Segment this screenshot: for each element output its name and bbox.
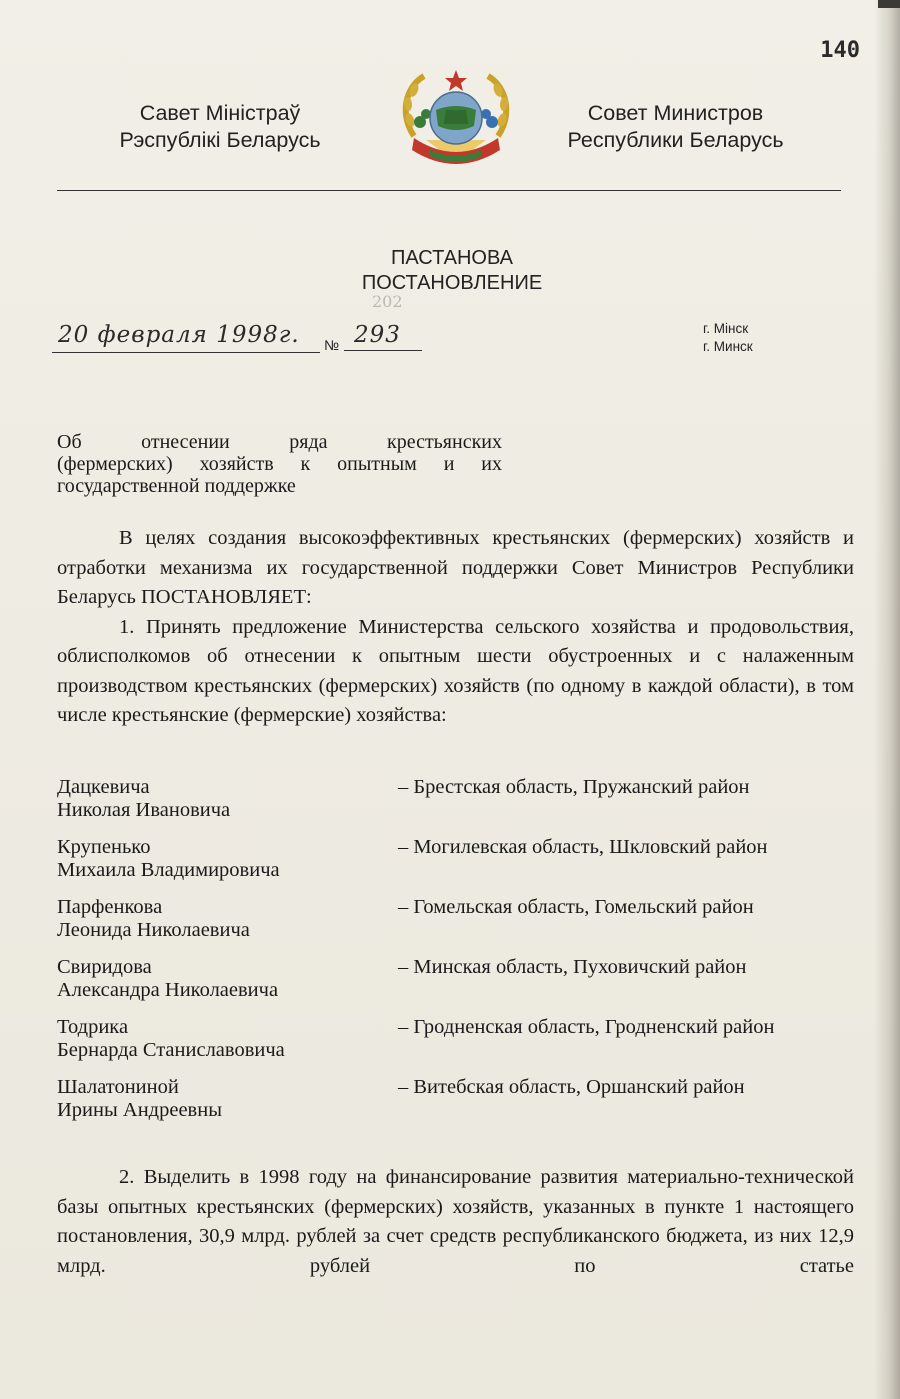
farm-surname: Дацкевича — [57, 776, 150, 798]
farm-list — [57, 776, 857, 1136]
list-item — [57, 776, 857, 836]
city-russian: г. Минск — [703, 339, 753, 354]
date-field — [52, 324, 320, 353]
subject-line-3: государственной поддержке — [57, 475, 296, 497]
farm-region: – Витебская область, Оршанский район — [398, 1076, 745, 1098]
doc-type-russian: ПОСТАНОВЛЕНИЕ — [361, 272, 543, 294]
doc-type-belarusian: ПАСТАНОВА — [391, 247, 513, 269]
farm-given-name: Ирины Андреевны — [57, 1099, 222, 1121]
subject-line-1: Об отнесении ряда крестьянских — [57, 431, 502, 453]
point-2-paragraph: 2. Выделить в 1998 году на финансирование развития материально-технической базы опытных крестьянских (фермерских) хозяйств, указанных в пункте 1 настоящего постановления, 30,9 млрд. рублей за счет средств республиканского бюджета, из них 12,9 млрд. рублей по статье — [57, 1166, 854, 1277]
subject-line-2: (фермерских) хозяйств к опытным и их — [57, 453, 502, 475]
farm-surname: Свиридова — [57, 956, 152, 978]
page-edge-shadow — [874, 0, 900, 1399]
header-divider — [57, 190, 841, 191]
farm-given-name: Михаила Владимировича — [57, 859, 280, 881]
point-1-paragraph: 1. Принять предложение Министерства сельского хозяйства и продовольствия, облисполкомов об отнесении к опытным шести обустроенных и с налаженным производством крестьянских (фермерских) хозяйств (по одному в каждой области), в том числе крестьянские (фермерские) хозяйства: — [57, 615, 854, 726]
farm-region: – Брестская область, Пружанский район — [398, 776, 750, 798]
farm-surname: Тодрика — [57, 1016, 129, 1038]
farm-given-name: Александра Николаевича — [57, 979, 279, 1001]
header-russian — [548, 100, 803, 154]
list-item — [57, 956, 857, 1016]
farm-given-name: Бернарда Станиславовича — [57, 1039, 285, 1061]
list-item — [57, 896, 857, 956]
farm-surname: Крупенько — [57, 836, 151, 858]
header-right-line2: Республики Беларусь — [567, 128, 784, 152]
farm-region: – Гомельская область, Гомельский район — [398, 896, 754, 918]
body-text-continued — [57, 1163, 854, 1281]
state-emblem-icon — [396, 66, 516, 174]
header-left-line2: Рэспублікі Беларусь — [119, 128, 321, 152]
city — [703, 320, 753, 356]
document-subject — [57, 431, 502, 497]
list-item — [57, 1016, 857, 1076]
farm-region: – Могилевская область, Шкловский район — [398, 836, 768, 858]
body-text — [57, 524, 854, 731]
city-belarusian: г. Мінск — [703, 321, 749, 336]
farm-surname: Парфенкова — [57, 896, 163, 918]
handwritten-date: 20 февраля 1998г. — [58, 322, 300, 348]
number-label: № — [324, 337, 340, 353]
number-field — [344, 324, 422, 351]
farm-region: – Минская область, Пуховичский район — [398, 956, 747, 978]
farm-region: – Гродненская область, Гродненский район — [398, 1016, 775, 1038]
handwritten-number: 293 — [354, 322, 401, 348]
header-right-line1: Совет Министров — [587, 101, 764, 125]
farm-surname: Шалатониной — [57, 1076, 179, 1098]
header-belarusian — [95, 100, 345, 154]
list-item — [57, 836, 857, 896]
farm-given-name: Леонида Николаевича — [57, 919, 250, 941]
faint-number-stamp: 202 — [372, 292, 403, 311]
document-type — [300, 246, 604, 296]
page-corner — [878, 0, 900, 8]
archive-page-number: 140 — [820, 38, 860, 63]
list-item — [57, 1076, 857, 1136]
farm-given-name: Николая Ивановича — [57, 799, 231, 821]
preamble-paragraph: В целях создания высокоэффективных крестьянских (фермерских) хозяйств и отработки механизма их государственной поддержки Совет Министров Республики Беларусь ПОСТАНОВЛЯЕТ: — [57, 527, 854, 608]
header-left-line1: Савет Міністраў — [139, 101, 301, 125]
